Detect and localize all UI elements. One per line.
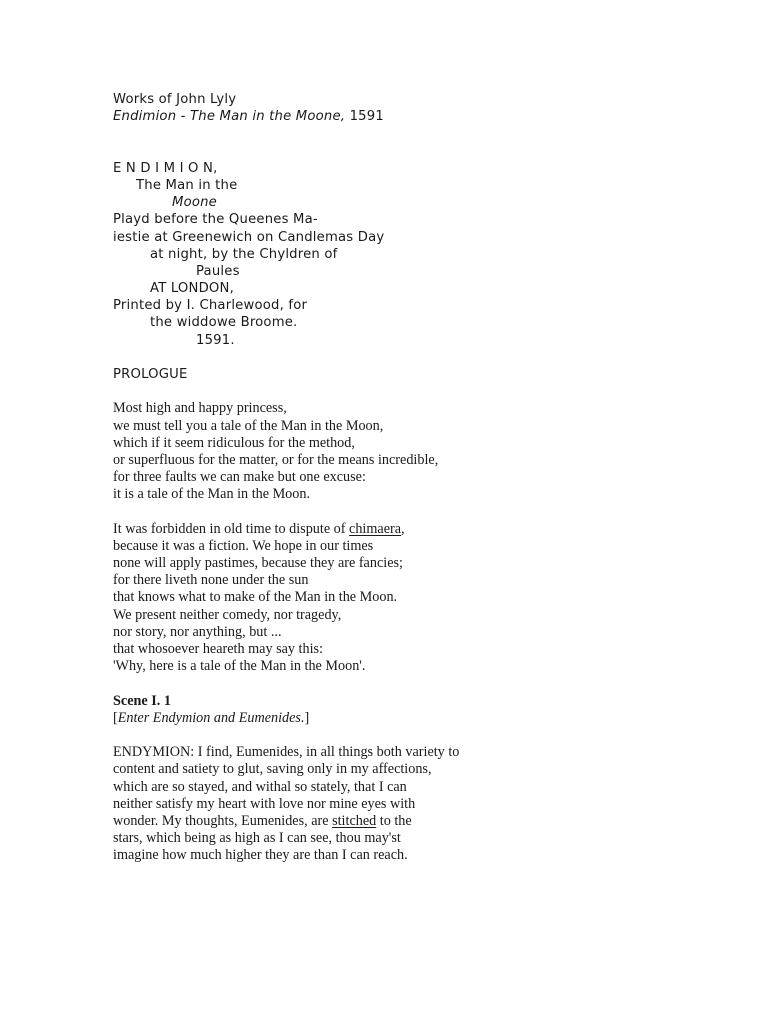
text-line: nor story, nor anything, but ... bbox=[113, 623, 282, 640]
title-line-7: Paules bbox=[196, 263, 240, 279]
title-line-8: AT LONDON, bbox=[150, 281, 234, 297]
stitched-link[interactable]: stitched bbox=[332, 812, 377, 829]
author-line: Works of John Lyly bbox=[113, 92, 237, 107]
chimaera-link[interactable]: chimaera bbox=[349, 520, 402, 537]
play-title: E N D I M I O N, bbox=[113, 160, 218, 176]
text-line: it is a tale of the Man in the Moon. bbox=[113, 486, 311, 503]
title-line-2: The Man in the bbox=[136, 177, 238, 193]
text-span: to the bbox=[376, 812, 412, 829]
title-line-11: 1591. bbox=[196, 332, 235, 348]
text-span: wonder. My thoughts, Eumenides, are bbox=[113, 812, 333, 829]
prologue-stanza-2 bbox=[113, 521, 733, 676]
text-line: Most high and happy princess, bbox=[113, 400, 287, 417]
text-line: stars, which being as high as I can see, thou may'st bbox=[113, 830, 401, 847]
prologue-stanza-1 bbox=[113, 400, 733, 503]
text-line: or superfluous for the matter, or for the means incredible, bbox=[113, 451, 439, 468]
work-year: 1591 bbox=[345, 109, 384, 125]
text-line: content and satiety to glut, saving only in my affections, bbox=[113, 761, 432, 778]
text-line: for there liveth none under the sun bbox=[113, 572, 309, 589]
work-title-italic: Endimion - The Man in the Moone, bbox=[113, 109, 346, 125]
text-line: ENDYMION: I find, Eumenides, in all things both variety to bbox=[113, 744, 460, 761]
scene-heading: Scene I. 1 bbox=[113, 692, 171, 709]
text-line bbox=[113, 521, 733, 538]
text-line: which if it seem ridiculous for the method, bbox=[113, 434, 355, 451]
work-subtitle bbox=[113, 108, 733, 125]
title-line-3: Moone bbox=[172, 195, 217, 211]
text-span: , bbox=[401, 520, 405, 537]
title-line-4: Playd before the Queenes Ma- bbox=[113, 212, 318, 228]
text-line: 'Why, here is a tale of the Man in the Moon'. bbox=[113, 658, 366, 675]
text-line: we must tell you a tale of the Man in the Moon, bbox=[113, 417, 384, 434]
text-line: that whosoever heareth may say this: bbox=[113, 641, 323, 658]
endymion-speech bbox=[113, 744, 733, 864]
text-line: We present neither comedy, nor tragedy, bbox=[113, 606, 342, 623]
bracket-close: ] bbox=[304, 709, 310, 726]
text-line: for three faults we can make but one excuse: bbox=[113, 469, 366, 486]
text-span: It was forbidden in old time to dispute of bbox=[113, 520, 350, 537]
text-line: which are so stayed, and withal so stately, that I can bbox=[113, 778, 407, 795]
title-line-10: the widdowe Broome. bbox=[150, 315, 298, 331]
prologue-heading: PROLOGUE bbox=[113, 367, 188, 383]
text-line bbox=[113, 813, 733, 830]
text-line: none will apply pastimes, because they are fancies; bbox=[113, 555, 403, 572]
title-line-6: at night, by the Chyldren of bbox=[150, 246, 338, 262]
stage-direction bbox=[113, 710, 733, 727]
text-line: that knows what to make of the Man in the Moon. bbox=[113, 589, 398, 606]
title-line-9: Printed by I. Charlewood, for bbox=[113, 298, 308, 314]
text-line: neither satisfy my heart with love nor mine eyes with bbox=[113, 795, 416, 812]
title-line-5: iestie at Greenewich on Candlemas Day bbox=[113, 229, 385, 245]
text-line: imagine how much higher they are than I can reach. bbox=[113, 847, 408, 864]
document-page bbox=[113, 91, 733, 864]
stage-direction-text: Enter Endymion and Eumenides. bbox=[117, 709, 305, 726]
bracket-open: [ bbox=[113, 709, 118, 726]
text-line: because it was a fiction. We hope in our times bbox=[113, 537, 374, 554]
